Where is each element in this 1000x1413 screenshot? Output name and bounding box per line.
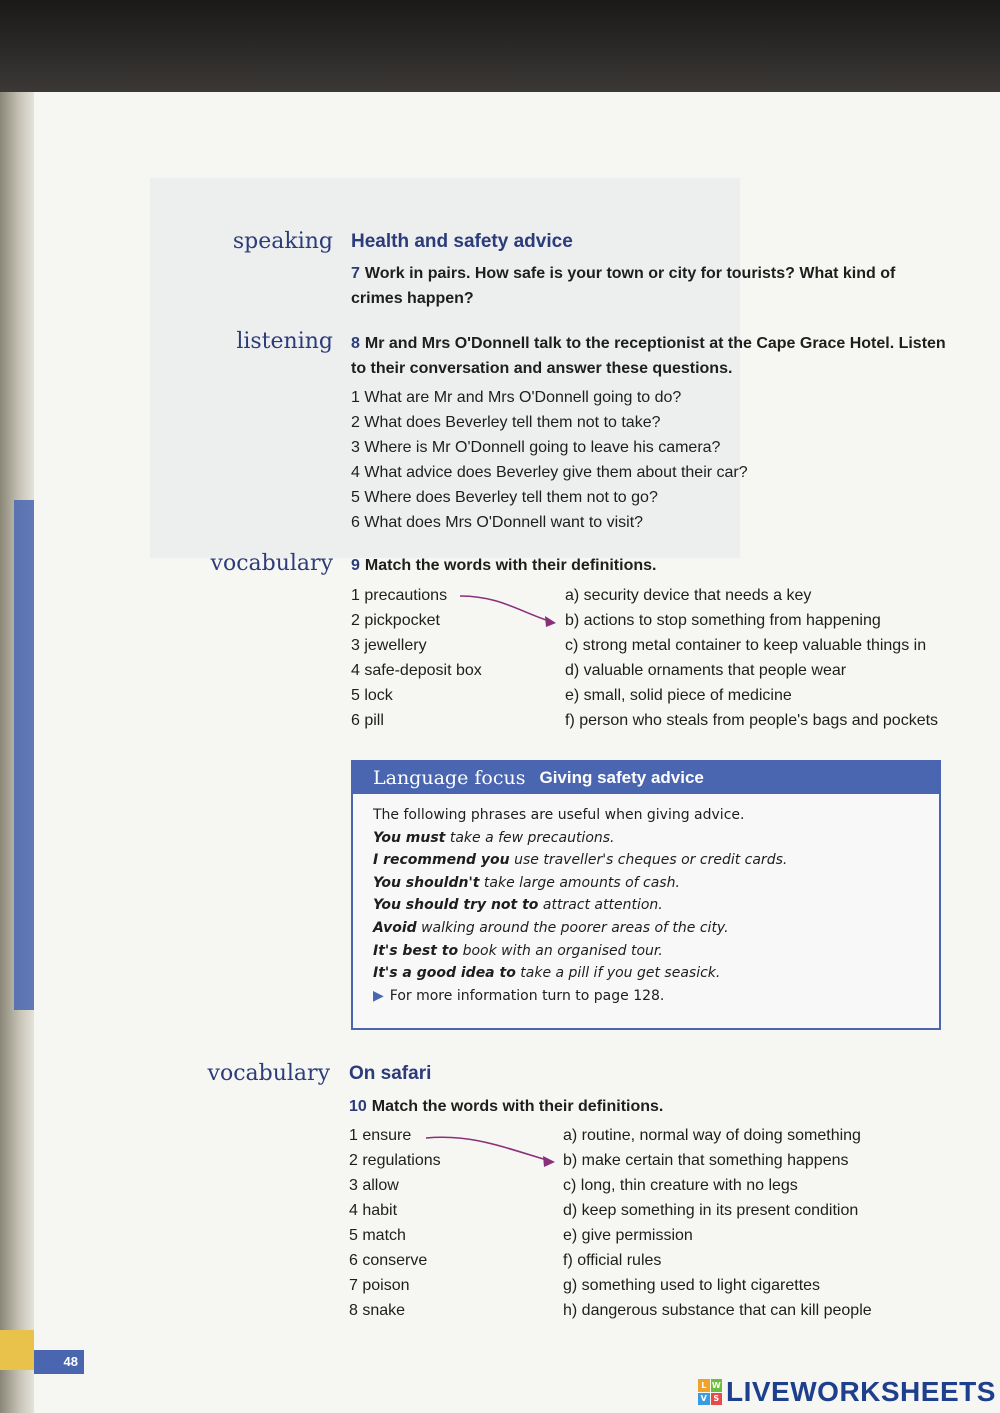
phrase-rest: use traveller's cheques or credit cards.: [509, 852, 788, 869]
phrase: [373, 917, 939, 940]
match-word[interactable]: 7 poison: [349, 1277, 410, 1294]
phrase: [373, 872, 939, 895]
task-7-instruction: [351, 261, 951, 311]
match-definition[interactable]: f) person who steals from people's bags and pockets: [565, 712, 939, 729]
match-word[interactable]: 2 pickpocket: [351, 612, 440, 629]
task-10-instruction: [349, 1094, 663, 1119]
page-number: 48: [34, 1350, 84, 1374]
task-number: 9: [351, 557, 360, 574]
section-label-vocabulary: vocabulary: [207, 1061, 330, 1086]
phrase-rest: attract attention.: [538, 897, 663, 914]
logo-letter: W: [711, 1380, 721, 1390]
phrase-key: It's a good idea to: [373, 965, 516, 982]
phrase: [373, 940, 939, 963]
more-info-text: For more information turn to page 128.: [389, 987, 665, 1004]
task-number: 7: [351, 265, 360, 282]
match-word[interactable]: 4 safe-deposit box: [351, 662, 482, 679]
match-definition[interactable]: f) official rules: [563, 1252, 662, 1269]
phrase: [373, 894, 939, 917]
more-info: [373, 985, 939, 1008]
task-text: Match the words with their definitions.: [364, 557, 657, 574]
brand-name: LIVEWORKSHEETS: [726, 1376, 996, 1407]
match-word[interactable]: 8 snake: [349, 1302, 406, 1319]
match-definition[interactable]: d) valuable ornaments that people wear: [565, 662, 847, 679]
match-definition[interactable]: d) keep something in its present condition: [563, 1202, 859, 1219]
play-triangle-icon: ▶: [373, 987, 384, 1004]
language-focus-title: Language focus: [373, 767, 526, 789]
logo-letter: V: [698, 1393, 710, 1406]
logo-letter: S: [711, 1393, 723, 1406]
language-focus-box: [351, 760, 941, 1030]
top-shadow: [0, 0, 1000, 92]
brand-watermark: [698, 1376, 996, 1408]
task-number: 10: [349, 1098, 367, 1115]
phrase-key: You shouldn't: [373, 874, 480, 891]
task-number: 8: [351, 335, 360, 352]
phrase: [373, 962, 939, 985]
match-definition[interactable]: e) small, solid piece of medicine: [565, 687, 792, 704]
match-word[interactable]: 6 pill: [351, 712, 384, 729]
vocabulary-heading: On safari: [349, 1063, 432, 1084]
match-word[interactable]: 5 lock: [351, 687, 393, 704]
logo-letter: L: [698, 1379, 710, 1392]
match-word[interactable]: 2 regulations: [349, 1152, 441, 1169]
match-word[interactable]: 5 match: [349, 1227, 406, 1244]
question: 5 Where does Beverley tell them not to go?: [351, 489, 658, 506]
question: 4 What advice does Beverley give them about their car?: [351, 464, 748, 481]
question: 3 Where is Mr O'Donnell going to leave his camera?: [351, 439, 721, 456]
match-definition[interactable]: c) strong metal container to keep valuable things in: [565, 637, 927, 654]
match-definition[interactable]: e) give permission: [563, 1227, 693, 1244]
phrase-rest: take large amounts of cash.: [479, 874, 680, 891]
match-definition[interactable]: a) routine, normal way of doing something: [563, 1127, 861, 1144]
spine-tab-yellow: [0, 1330, 34, 1370]
phrase: [373, 827, 939, 850]
phrase-rest: book with an organised tour.: [458, 942, 663, 959]
question: 6 What does Mrs O'Donnell want to visit?: [351, 514, 644, 531]
match-definition[interactable]: h) dangerous substance that can kill people: [563, 1302, 872, 1319]
task-9-instruction: [351, 553, 656, 578]
phrase-rest: take a few precautions.: [445, 829, 615, 846]
match-word[interactable]: 4 habit: [349, 1202, 398, 1219]
match-word[interactable]: 1 precautions: [351, 587, 448, 604]
phrase-key: It's best to: [373, 942, 459, 959]
phrase-key: You should try not to: [373, 897, 539, 914]
language-focus-header: [353, 762, 939, 794]
task-text: Match the words with their definitions.: [371, 1098, 664, 1115]
section-label-vocabulary: vocabulary: [210, 551, 333, 576]
match-definition[interactable]: b) actions to stop something from happening: [565, 612, 881, 629]
match-definition[interactable]: g) something used to light cigarettes: [563, 1277, 821, 1294]
language-focus-body: [353, 794, 939, 1007]
task-text: Mr and Mrs O'Donnell talk to the receptionist at the Cape Grace Hotel. Listen to their conversation and answer these questions.: [351, 335, 946, 377]
match-word[interactable]: 3 allow: [349, 1177, 399, 1194]
language-focus-subtitle: Giving safety advice: [539, 768, 704, 787]
task-8-instruction: [351, 331, 951, 381]
section-label-listening: listening: [236, 329, 333, 354]
phrase-rest: take a pill if you get seasick.: [515, 965, 721, 982]
match-word[interactable]: 3 jewellery: [351, 637, 427, 654]
question: 1 What are Mr and Mrs O'Donnell going to do?: [351, 389, 682, 406]
match-definition[interactable]: a) security device that needs a key: [565, 587, 812, 604]
match-definition[interactable]: c) long, thin creature with no legs: [563, 1177, 798, 1194]
match-word[interactable]: 1 ensure: [349, 1127, 412, 1144]
phrase-rest: walking around the poorer areas of the city.: [416, 919, 729, 936]
spine-tab: [14, 500, 34, 1010]
phrase-key: You must: [373, 829, 446, 846]
phrase-key: Avoid: [373, 919, 417, 936]
phrase: [373, 849, 939, 872]
question: 2 What does Beverley tell them not to take?: [351, 414, 661, 431]
match-word[interactable]: 6 conserve: [349, 1252, 428, 1269]
speaking-heading: Health and safety advice: [351, 231, 573, 252]
task-text: Work in pairs. How safe is your town or city for tourists? What kind of crimes happen?: [351, 265, 896, 307]
phrase-key: I recommend you: [373, 852, 510, 869]
language-focus-intro: The following phrases are useful when giving advice.: [373, 807, 745, 823]
section-label-speaking: speaking: [232, 229, 333, 254]
brand-logo-icon: [698, 1379, 722, 1405]
match-definition[interactable]: b) make certain that something happens: [563, 1152, 849, 1169]
